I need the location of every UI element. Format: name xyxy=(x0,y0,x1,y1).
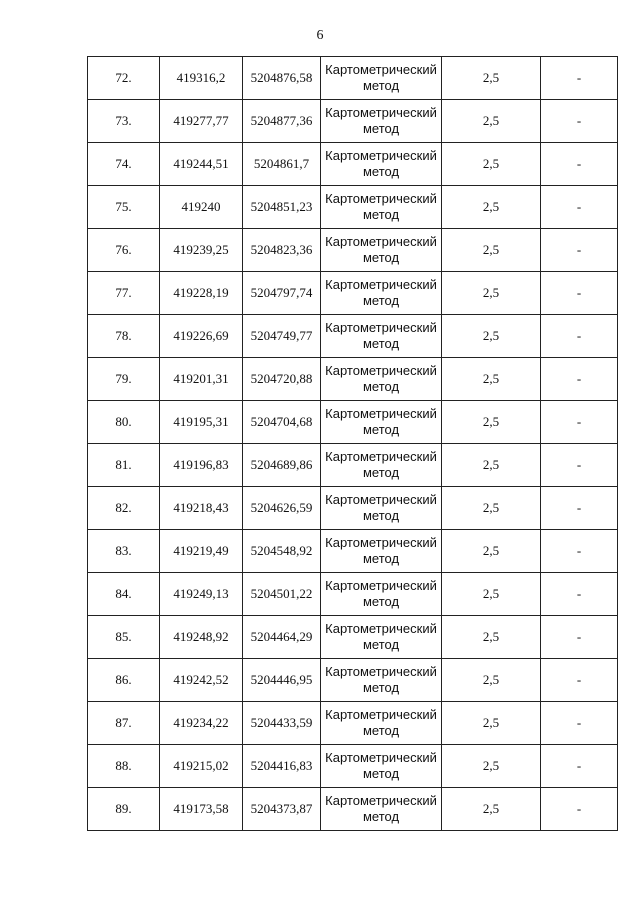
y-coordinate-cell: 5204704,68 xyxy=(243,401,321,444)
point-number-cell: 73. xyxy=(88,100,160,143)
method-text: Картометрический xyxy=(325,750,437,765)
y-coordinate-cell: 5204373,87 xyxy=(243,788,321,831)
note-cell: - xyxy=(541,401,618,444)
y-coordinate-cell: 5204851,23 xyxy=(243,186,321,229)
x-coordinate-cell: 419228,19 xyxy=(160,272,243,315)
note-cell: - xyxy=(541,616,618,659)
method-cell xyxy=(321,616,442,659)
x-coordinate-cell: 419201,31 xyxy=(160,358,243,401)
accuracy-cell: 2,5 xyxy=(442,444,541,487)
method-text: метод xyxy=(362,250,400,265)
method-cell xyxy=(321,401,442,444)
point-number-cell: 78. xyxy=(88,315,160,358)
coordinates-table-body xyxy=(88,57,618,831)
table-row xyxy=(88,272,618,315)
table-row xyxy=(88,530,618,573)
method-text: метод xyxy=(362,766,400,781)
page-number: 6 xyxy=(316,28,324,43)
note-cell: - xyxy=(541,358,618,401)
point-number-cell: 76. xyxy=(88,229,160,272)
table-row xyxy=(88,788,618,831)
method-text: Картометрический xyxy=(325,449,437,464)
method-text: метод xyxy=(362,336,400,351)
note-cell: - xyxy=(541,702,618,745)
table-row xyxy=(88,616,618,659)
y-coordinate-cell: 5204749,77 xyxy=(243,315,321,358)
accuracy-cell: 2,5 xyxy=(442,100,541,143)
y-coordinate-cell: 5204446,95 xyxy=(243,659,321,702)
x-coordinate-cell: 419316,2 xyxy=(160,57,243,100)
table-row xyxy=(88,229,618,272)
method-cell xyxy=(321,186,442,229)
method-text: Картометрический xyxy=(325,492,437,507)
x-coordinate-cell: 419248,92 xyxy=(160,616,243,659)
method-text: Картометрический xyxy=(325,363,437,378)
table-row xyxy=(88,659,618,702)
method-cell xyxy=(321,702,442,745)
note-cell: - xyxy=(541,444,618,487)
y-coordinate-cell: 5204416,83 xyxy=(243,745,321,788)
point-number-cell: 88. xyxy=(88,745,160,788)
method-cell xyxy=(321,745,442,788)
method-text: метод xyxy=(362,207,400,222)
table-row xyxy=(88,315,618,358)
note-cell: - xyxy=(541,143,618,186)
method-text: метод xyxy=(362,594,400,609)
accuracy-cell: 2,5 xyxy=(442,272,541,315)
method-cell xyxy=(321,444,442,487)
x-coordinate-cell: 419196,83 xyxy=(160,444,243,487)
accuracy-cell: 2,5 xyxy=(442,573,541,616)
note-cell: - xyxy=(541,57,618,100)
point-number-cell: 87. xyxy=(88,702,160,745)
note-cell: - xyxy=(541,788,618,831)
x-coordinate-cell: 419242,52 xyxy=(160,659,243,702)
point-number-cell: 77. xyxy=(88,272,160,315)
x-coordinate-cell: 419240 xyxy=(160,186,243,229)
point-number-cell: 84. xyxy=(88,573,160,616)
y-coordinate-cell: 5204689,86 xyxy=(243,444,321,487)
accuracy-cell: 2,5 xyxy=(442,788,541,831)
method-cell xyxy=(321,659,442,702)
method-text: Картометрический xyxy=(325,105,437,120)
x-coordinate-cell: 419195,31 xyxy=(160,401,243,444)
note-cell: - xyxy=(541,315,618,358)
method-text: метод xyxy=(362,680,400,695)
y-coordinate-cell: 5204464,29 xyxy=(243,616,321,659)
point-number-cell: 86. xyxy=(88,659,160,702)
note-cell: - xyxy=(541,573,618,616)
point-number-cell: 74. xyxy=(88,143,160,186)
note-cell: - xyxy=(541,487,618,530)
method-cell xyxy=(321,100,442,143)
table-row xyxy=(88,702,618,745)
method-text: метод xyxy=(362,637,400,652)
accuracy-cell: 2,5 xyxy=(442,401,541,444)
accuracy-cell: 2,5 xyxy=(442,616,541,659)
method-text: Картометрический xyxy=(325,664,437,679)
method-text: метод xyxy=(362,465,400,480)
method-text: метод xyxy=(362,78,400,93)
point-number-cell: 81. xyxy=(88,444,160,487)
accuracy-cell: 2,5 xyxy=(442,659,541,702)
table-row xyxy=(88,186,618,229)
method-text: метод xyxy=(362,121,400,136)
x-coordinate-cell: 419218,43 xyxy=(160,487,243,530)
point-number-cell: 85. xyxy=(88,616,160,659)
y-coordinate-cell: 5204433,59 xyxy=(243,702,321,745)
method-cell xyxy=(321,573,442,616)
method-cell xyxy=(321,143,442,186)
accuracy-cell: 2,5 xyxy=(442,229,541,272)
y-coordinate-cell: 5204861,7 xyxy=(243,143,321,186)
x-coordinate-cell: 419215,02 xyxy=(160,745,243,788)
accuracy-cell: 2,5 xyxy=(442,143,541,186)
x-coordinate-cell: 419239,25 xyxy=(160,229,243,272)
method-text: Картометрический xyxy=(325,406,437,421)
y-coordinate-cell: 5204548,92 xyxy=(243,530,321,573)
accuracy-cell: 2,5 xyxy=(442,186,541,229)
note-cell: - xyxy=(541,745,618,788)
x-coordinate-cell: 419249,13 xyxy=(160,573,243,616)
table-row xyxy=(88,401,618,444)
method-cell xyxy=(321,358,442,401)
method-cell xyxy=(321,57,442,100)
point-number-cell: 83. xyxy=(88,530,160,573)
method-text: метод xyxy=(362,508,400,523)
method-text: метод xyxy=(362,379,400,394)
point-number-cell: 75. xyxy=(88,186,160,229)
coordinates-table xyxy=(87,56,618,831)
method-cell xyxy=(321,788,442,831)
point-number-cell: 80. xyxy=(88,401,160,444)
method-cell xyxy=(321,315,442,358)
note-cell: - xyxy=(541,272,618,315)
point-number-cell: 82. xyxy=(88,487,160,530)
accuracy-cell: 2,5 xyxy=(442,530,541,573)
accuracy-cell: 2,5 xyxy=(442,702,541,745)
method-text: Картометрический xyxy=(325,234,437,249)
point-number-cell: 72. xyxy=(88,57,160,100)
method-text: Картометрический xyxy=(325,191,437,206)
table-row xyxy=(88,745,618,788)
accuracy-cell: 2,5 xyxy=(442,358,541,401)
accuracy-cell: 2,5 xyxy=(442,745,541,788)
table-row xyxy=(88,444,618,487)
method-cell xyxy=(321,229,442,272)
accuracy-cell: 2,5 xyxy=(442,57,541,100)
y-coordinate-cell: 5204501,22 xyxy=(243,573,321,616)
note-cell: - xyxy=(541,229,618,272)
method-text: Картометрический xyxy=(325,535,437,550)
accuracy-cell: 2,5 xyxy=(442,315,541,358)
table-row xyxy=(88,487,618,530)
y-coordinate-cell: 5204823,36 xyxy=(243,229,321,272)
table-row xyxy=(88,57,618,100)
note-cell: - xyxy=(541,659,618,702)
note-cell: - xyxy=(541,530,618,573)
table-row xyxy=(88,358,618,401)
y-coordinate-cell: 5204877,36 xyxy=(243,100,321,143)
x-coordinate-cell: 419244,51 xyxy=(160,143,243,186)
method-text: метод xyxy=(362,723,400,738)
y-coordinate-cell: 5204626,59 xyxy=(243,487,321,530)
method-text: метод xyxy=(362,422,400,437)
method-text: метод xyxy=(362,551,400,566)
method-text: Картометрический xyxy=(325,148,437,163)
accuracy-cell: 2,5 xyxy=(442,487,541,530)
x-coordinate-cell: 419219,49 xyxy=(160,530,243,573)
x-coordinate-cell: 419226,69 xyxy=(160,315,243,358)
y-coordinate-cell: 5204797,74 xyxy=(243,272,321,315)
method-text: метод xyxy=(362,293,400,308)
method-cell xyxy=(321,487,442,530)
method-text: Картометрический xyxy=(325,793,437,808)
table-row xyxy=(88,143,618,186)
method-cell xyxy=(321,530,442,573)
table-row xyxy=(88,573,618,616)
method-text: Картометрический xyxy=(325,621,437,636)
x-coordinate-cell: 419277,77 xyxy=(160,100,243,143)
y-coordinate-cell: 5204720,88 xyxy=(243,358,321,401)
method-cell xyxy=(321,272,442,315)
method-text: Картометрический xyxy=(325,707,437,722)
point-number-cell: 79. xyxy=(88,358,160,401)
x-coordinate-cell: 419173,58 xyxy=(160,788,243,831)
method-text: Картометрический xyxy=(325,578,437,593)
method-text: Картометрический xyxy=(325,277,437,292)
note-cell: - xyxy=(541,100,618,143)
point-number-cell: 89. xyxy=(88,788,160,831)
note-cell: - xyxy=(541,186,618,229)
y-coordinate-cell: 5204876,58 xyxy=(243,57,321,100)
method-text: Картометрический xyxy=(325,62,437,77)
method-text: метод xyxy=(362,809,400,824)
method-text: метод xyxy=(362,164,400,179)
table-row xyxy=(88,100,618,143)
x-coordinate-cell: 419234,22 xyxy=(160,702,243,745)
method-text: Картометрический xyxy=(325,320,437,335)
